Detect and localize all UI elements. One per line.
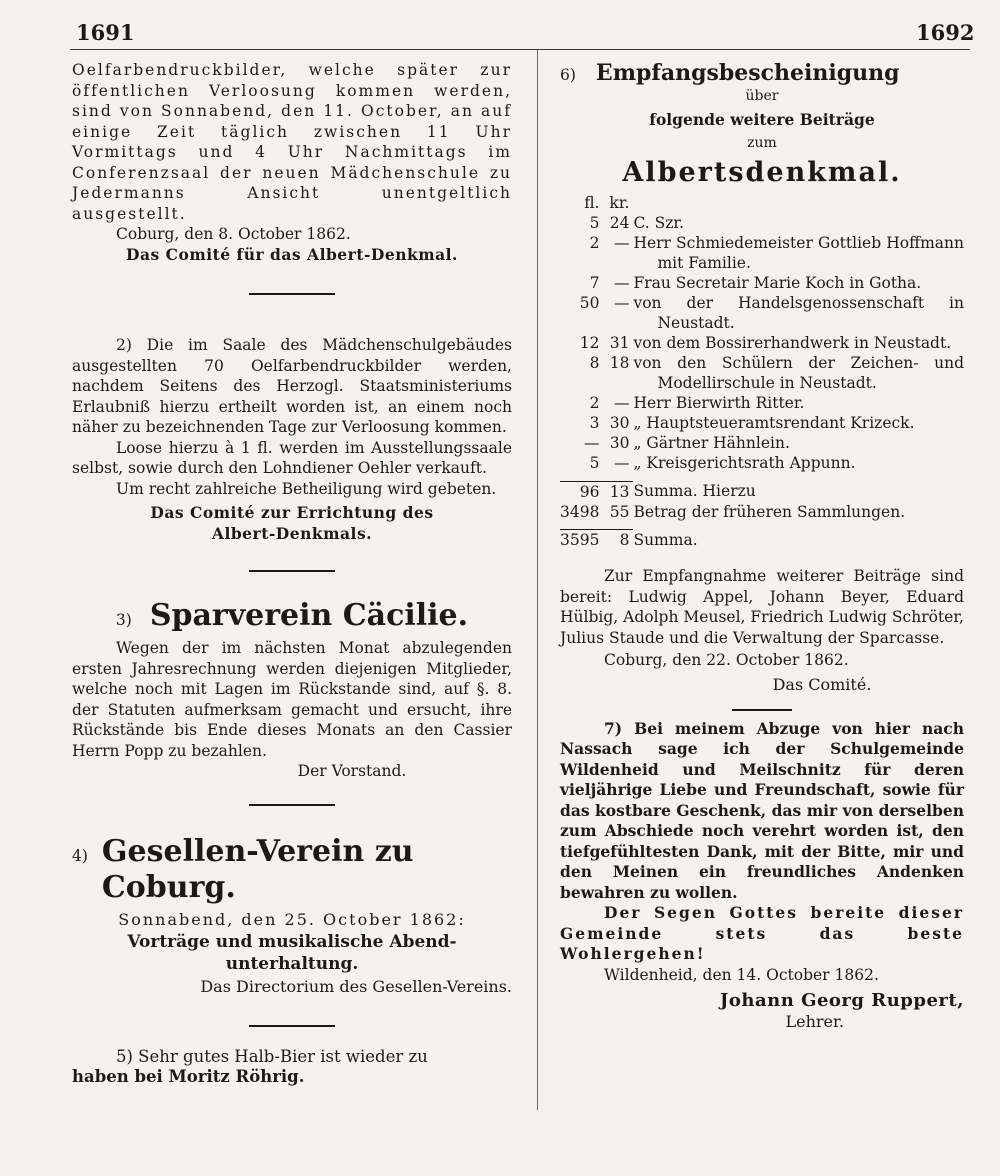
receipt-row: [560, 233, 964, 273]
receipt-row: [560, 413, 964, 433]
receipt-cell-desc: von den Schülern der Zeichen- und Modellirschule in Neustadt.: [633, 354, 964, 392]
receipt-cell-desc: Summa.: [633, 530, 698, 549]
receipt-cell-kr: 13: [609, 482, 630, 501]
receipt-cell-fl: 2: [589, 394, 600, 412]
receipt-cell-kr: [603, 522, 633, 530]
item3-body: Wegen der im nächsten Monat abzulegenden ersten Jahresrechnung werden diejenigen Mitglieder, welche noch mit Lagen im Rückstande sind, auf §. 8. der Statuten aufmerksam gemacht und ersucht, ihre Rückstände bis Ende dieses Monats an den Cassier Herrn Popp zu bezahlen.: [72, 639, 512, 760]
receipt-cell-kr: —: [613, 294, 630, 312]
receipt-cell-fl: 5: [589, 214, 600, 232]
receipt-cell-kr: [603, 473, 633, 481]
intro-signature: Das Comité für das Albert-Denkmal.: [126, 244, 458, 264]
right-column: [560, 60, 964, 1032]
receipt-total-row: [560, 530, 964, 551]
receipt-cell-desc: „ Gärtner Hähnlein.: [633, 434, 790, 452]
item3-signature: Der Vorstand.: [297, 762, 407, 780]
receipt-rule: [560, 522, 964, 530]
header-rule: [70, 49, 970, 50]
receipt-cell-kr: 30: [609, 414, 630, 432]
receipt-table: [560, 193, 964, 550]
item3-header: [72, 598, 512, 634]
receipt-row: [560, 353, 964, 393]
col-header-kr: kr.: [609, 194, 630, 212]
column-divider: [537, 50, 538, 1110]
receipt-subtotal-row: [560, 481, 964, 502]
receipt-cell-desc: C. Szr.: [633, 214, 685, 232]
receipt-row: [560, 213, 964, 233]
item3-number: 3): [115, 611, 132, 629]
item4-signature: Das Directorium des Gesellen-Vereins.: [200, 976, 512, 996]
receipt-cell-desc: [633, 522, 964, 530]
receipt-cell-desc: „ Kreisgerichtsrath Appunn.: [633, 454, 856, 472]
col-header-fl: fl.: [584, 194, 600, 212]
receipt-cell-desc: von dem Bossirerhandwerk in Neustadt.: [633, 334, 952, 352]
item4-header: [72, 834, 512, 906]
item6-sub: folgende weitere Beiträge: [649, 109, 875, 129]
receipt-row: [560, 393, 964, 413]
item7-signature-name: Johann Georg Ruppert,: [719, 990, 964, 1011]
separator: [249, 1025, 335, 1027]
receipt-cell-kr: 8: [619, 531, 630, 549]
item2-request: Um recht zahlreiche Betheiligung wird gebeten.: [116, 479, 497, 498]
item6-header: [560, 60, 964, 86]
receipt-rule: [560, 473, 964, 481]
receipt-cell-fl: 7: [589, 274, 600, 292]
receipt-cell-kr: 18: [609, 354, 630, 372]
item7-signature-title: Lehrer.: [785, 1011, 844, 1031]
receipt-row: [560, 293, 964, 333]
item4-date: Sonnabend, den 25. October 1862:: [118, 910, 466, 929]
receipt-cell-fl: [560, 522, 603, 530]
item2-lottery-paragraph: Loose hierzu à 1 fl. werden im Ausstellungssaale selbst, sowie durch den Lohndiener Oehler verkauft.: [72, 438, 512, 477]
receipt-cell-fl: 3595: [560, 531, 600, 549]
receipt-cell-fl: —: [583, 434, 600, 452]
receipt-cell-fl: 50: [579, 294, 600, 312]
receipt-row: [560, 333, 964, 353]
item6-over: über: [745, 88, 779, 104]
item6-heading: Empfangsbescheinigung: [595, 60, 900, 86]
receipt-cell-kr: 24: [609, 214, 630, 232]
receipt-cell-desc: Herr Schmiedemeister Gottlieb Hoffmann mit Familie.: [633, 234, 964, 272]
receipt-previous-row: [560, 502, 964, 522]
item4-subtitle-line2: unterhaltung.: [225, 953, 359, 974]
separator: [732, 709, 792, 711]
item6-title: Albertsdenkmal.: [622, 157, 902, 188]
item2-signature-line2: Albert-Denkmals.: [211, 523, 373, 543]
receipt-cell-kr: —: [613, 274, 630, 292]
receipt-cell-fl: [560, 473, 603, 481]
receipt-cell-desc: Herr Bierwirth Ritter.: [633, 394, 805, 412]
item4-number: 4): [72, 847, 88, 865]
receipt-cell-desc: Frau Secretair Marie Koch in Gotha.: [633, 274, 922, 292]
receipt-cell-kr: —: [613, 454, 630, 472]
receipt-cell-kr: 55: [609, 502, 630, 521]
receipt-cell-kr: 31: [609, 334, 630, 352]
item4-title: Gesellen-Verein zu Coburg.: [101, 834, 414, 905]
receipt-row: [560, 433, 964, 453]
receipt-cell-desc: [633, 473, 964, 481]
item7-body: 7) Bei meinem Abzuge von hier nach Nassach sage ich der Schulgemeinde Wildenheid und Meilschnitz für deren vieljährige Liebe und Freundschaft, sowie für das kostbare Geschenk, das mir von derselben zum Abschiede noch verehrt worden ist, den tiefgefühltesten Dank, mit der Bitte, mir und den Meinen ein freundliches Andenken bewahren zu wollen.: [560, 718, 964, 902]
receipt-cell-desc: Betrag der früheren Sammlungen.: [633, 502, 906, 521]
page-number-right: 1692: [916, 20, 975, 45]
item5-line1: 5) Sehr gutes Halb-Bier ist wieder zu: [116, 1046, 428, 1066]
intro-paragraph: Oelfarbendruckbilder, welche später zur öffentlichen Verloosung kommen werden, sind von Sonnabend, den 11. October, an auf einige Zeit täglich zwischen 11 Uhr Vormittags und 4 Uhr Nachmittags im Conferenzsaal der neuen Mädchenschule zu Jedermanns Ansicht unentgeltlich ausgestellt.: [72, 61, 512, 223]
left-column: [72, 60, 512, 1088]
intro-date: Coburg, den 8. October 1862.: [116, 225, 351, 243]
item6-number: 6): [560, 66, 576, 84]
receipt-cell-fl: 12: [579, 334, 600, 352]
item6-date: Coburg, den 22. October 1862.: [604, 651, 849, 669]
receipt-cell-desc: „ Hauptsteueramtsrendant Krizeck.: [633, 414, 915, 432]
item4-subtitle-line1: Vorträge und musikalische Abend-: [127, 931, 457, 952]
separator: [249, 570, 335, 572]
item7-date: Wildenheid, den 14. October 1862.: [604, 965, 879, 984]
item3-title: Sparverein Cäcilie.: [149, 598, 469, 633]
receipt-cell-desc: von der Handelsgenossenschaft in Neustadt.: [633, 294, 964, 332]
receipt-cell-kr: —: [613, 234, 630, 252]
item6-zum: zum: [747, 134, 777, 151]
item6-signature: Das Comité.: [772, 674, 872, 694]
item2-paragraph: 2) Die im Saale des Mädchenschulgebäudes ausgestellten 70 Oelfarbendruckbilder werden, nachdem Seitens des Herzogl. Staatsministeriums Erlaubniß hierzu ertheilt worden ist, an einem noch näher zu bezeichnenden Tage zur Verloosung kommen.: [72, 336, 512, 436]
item6-acceptance: Zur Empfangnahme weiterer Beiträge sind bereit: Ludwig Appel, Johann Beyer, Eduard Hülbig, Adolph Meusel, Friedrich Ludwig Schröter, Julius Staude und die Verwaltung der Sparcasse.: [560, 567, 964, 647]
receipt-header-row: [560, 193, 964, 213]
separator: [249, 804, 335, 806]
receipt-cell-fl: 3: [589, 414, 600, 432]
receipt-cell-kr: 30: [609, 434, 630, 452]
receipt-cell-desc: Summa. Hierzu: [633, 482, 756, 500]
item5-line2: haben bei Moritz Röhrig.: [72, 1067, 305, 1086]
receipt-cell-fl: 8: [589, 354, 600, 372]
item2-signature-line1: Das Comité zur Errichtung des: [150, 503, 434, 522]
receipt-cell-kr: —: [613, 394, 630, 412]
separator: [249, 293, 335, 295]
receipt-cell-fl: 3498: [560, 502, 600, 521]
receipt-row: [560, 273, 964, 293]
page-number-left: 1691: [76, 20, 135, 45]
receipt-cell-fl: 5: [589, 454, 600, 472]
receipt-cell-fl: 96: [579, 482, 600, 501]
receipt-row: [560, 453, 964, 473]
item7-blessing: Der Segen Gottes bereite dieser Gemeinde stets das beste Wohlergehen!: [560, 903, 964, 963]
receipt-cell-fl: 2: [589, 234, 600, 252]
